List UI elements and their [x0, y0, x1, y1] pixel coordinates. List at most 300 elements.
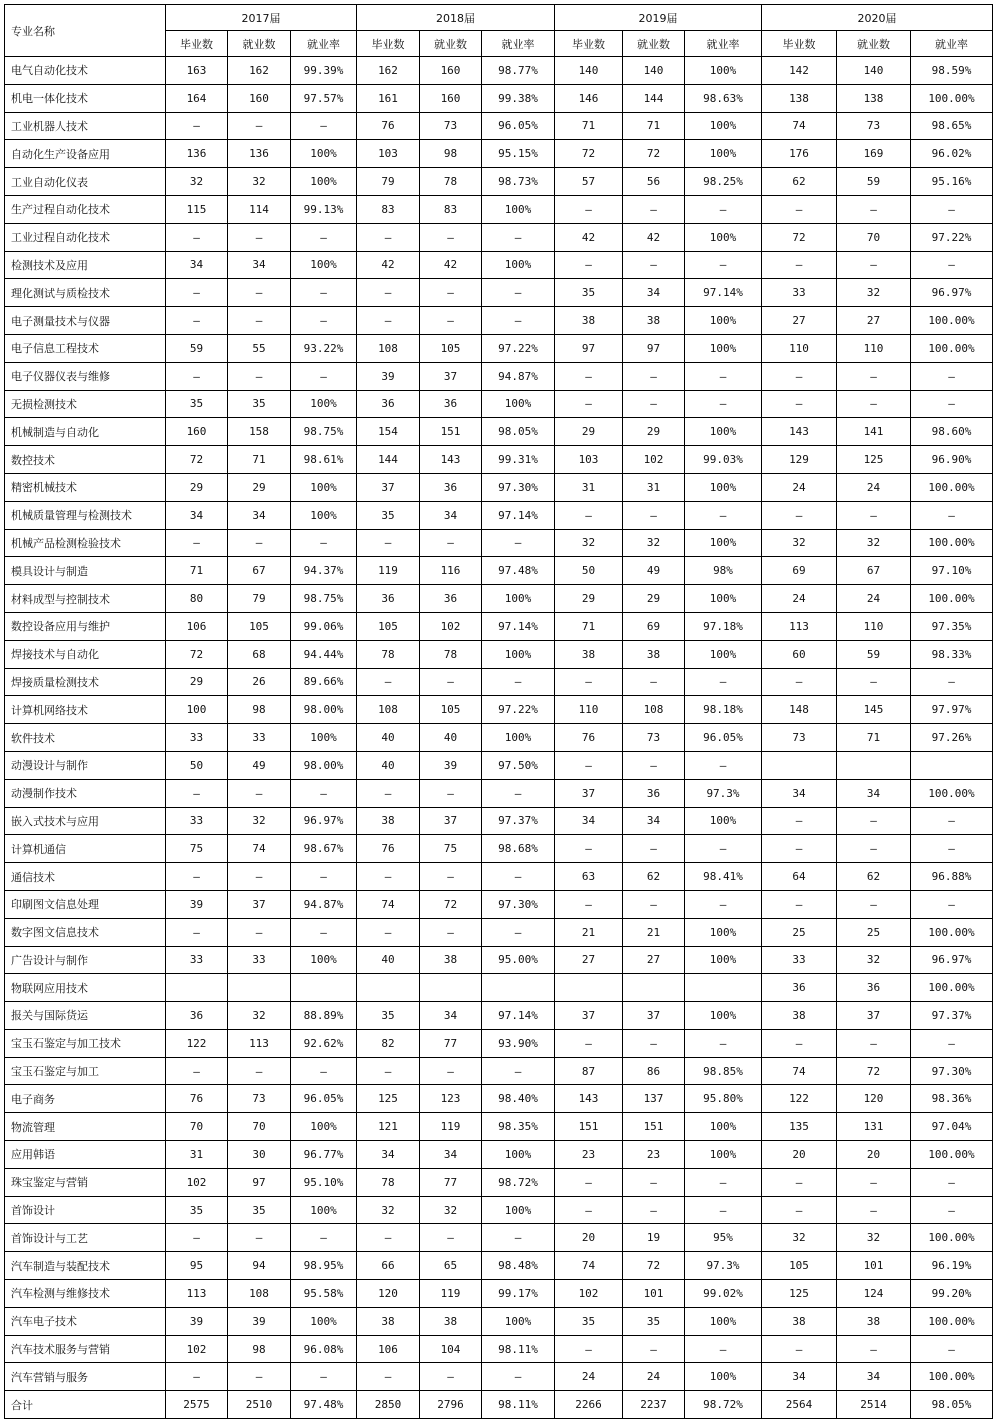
employment-rate-cell: 98.11%	[482, 1335, 555, 1363]
employed-cell: —	[228, 529, 291, 557]
employment-rate-cell: 100.00%	[911, 473, 993, 501]
employed-cell: 31	[623, 473, 685, 501]
employed-cell: 70	[228, 1113, 291, 1141]
graduates-cell: 125	[762, 1280, 837, 1308]
employment-rate-cell: 100%	[685, 112, 762, 140]
employment-rate-cell: 96.90%	[911, 446, 993, 474]
employed-cell: 138	[837, 84, 911, 112]
table-row	[5, 779, 993, 807]
employment-rate-cell: 100.00%	[911, 529, 993, 557]
graduates-cell: 40	[357, 724, 420, 752]
employment-rate-cell: 97.22%	[482, 696, 555, 724]
employment-rate-cell: —	[911, 1335, 993, 1363]
graduates-cell: 24	[762, 585, 837, 613]
employment-rate-cell: 96.97%	[911, 946, 993, 974]
employment-rate-cell: —	[911, 1029, 993, 1057]
table-row	[5, 974, 993, 1002]
employment-rate-cell: —	[291, 1363, 357, 1391]
graduates-cell: —	[357, 863, 420, 891]
employment-rate-cell: —	[911, 195, 993, 223]
employment-rate-cell: 100%	[685, 807, 762, 835]
table-row	[5, 307, 993, 335]
table-row	[5, 362, 993, 390]
employed-cell: 32	[837, 279, 911, 307]
employment-rate-cell: 100%	[685, 1113, 762, 1141]
major-name-cell: 嵌入式技术与应用	[5, 807, 166, 835]
employment-rate-cell: 100%	[291, 473, 357, 501]
employed-cell: 36	[420, 473, 482, 501]
employed-cell: 35	[228, 1196, 291, 1224]
graduates-cell: —	[762, 501, 837, 529]
major-name-cell: 宝玉石鉴定与加工	[5, 1057, 166, 1085]
major-name-cell: 数字图文信息技术	[5, 918, 166, 946]
graduates-cell: 42	[555, 223, 623, 251]
graduates-cell: 32	[555, 529, 623, 557]
employment-rate-cell: 96.19%	[911, 1252, 993, 1280]
employment-rate-cell: 95.16%	[911, 168, 993, 196]
graduates-cell: 78	[357, 1168, 420, 1196]
employment-rate-cell	[685, 974, 762, 1002]
employed-cell: 2510	[228, 1391, 291, 1419]
employed-cell: —	[837, 1335, 911, 1363]
graduates-cell: 38	[357, 807, 420, 835]
table-row	[5, 557, 993, 585]
graduates-cell: 71	[555, 612, 623, 640]
major-name-cell: 珠宝鉴定与营销	[5, 1168, 166, 1196]
employed-cell: —	[837, 195, 911, 223]
graduates-cell: 20	[762, 1141, 837, 1169]
employment-rate-cell: —	[911, 251, 993, 279]
employed-cell: 59	[837, 640, 911, 668]
employed-cell: 21	[623, 918, 685, 946]
employment-rate-cell: —	[291, 1057, 357, 1085]
employed-cell	[837, 751, 911, 779]
graduates-cell: —	[357, 668, 420, 696]
graduates-cell: —	[166, 918, 228, 946]
employed-cell: 119	[420, 1113, 482, 1141]
employment-rate-cell: 100.00%	[911, 334, 993, 362]
graduates-cell: —	[555, 195, 623, 223]
year-header-row	[5, 5, 993, 31]
employment-rate-cell: —	[291, 779, 357, 807]
employment-rate-cell: —	[685, 390, 762, 418]
employment-rate-cell: 100.00%	[911, 84, 993, 112]
employed-cell: —	[228, 779, 291, 807]
graduates-cell: 25	[762, 918, 837, 946]
employment-rate-cell: 98.18%	[685, 696, 762, 724]
employment-rate-cell: 98.73%	[482, 168, 555, 196]
employment-rate-cell: 94.44%	[291, 640, 357, 668]
employment-rate-cell: 99.20%	[911, 1280, 993, 1308]
graduates-header: 毕业数	[357, 31, 420, 57]
employment-rate-cell: 97.3%	[685, 1252, 762, 1280]
table-row	[5, 279, 993, 307]
employment-rate-cell: —	[482, 223, 555, 251]
employed-cell: 120	[837, 1085, 911, 1113]
employed-cell: 98	[420, 140, 482, 168]
table-row	[5, 446, 993, 474]
employed-cell: 158	[228, 418, 291, 446]
table-row	[5, 1085, 993, 1113]
major-name-cell: 焊接技术与自动化	[5, 640, 166, 668]
employment-rate-cell: 93.22%	[291, 334, 357, 362]
graduates-cell: —	[762, 807, 837, 835]
graduates-cell: —	[166, 1363, 228, 1391]
graduates-cell: —	[357, 1057, 420, 1085]
graduates-cell: 33	[762, 946, 837, 974]
employed-cell: —	[623, 1335, 685, 1363]
employment-rate-cell: 97.37%	[911, 1002, 993, 1030]
major-name-cell: 数控设备应用与维护	[5, 612, 166, 640]
major-name-cell: 通信技术	[5, 863, 166, 891]
graduates-cell: —	[555, 668, 623, 696]
graduates-cell: 122	[166, 1029, 228, 1057]
table-row	[5, 529, 993, 557]
employed-cell: —	[837, 807, 911, 835]
employment-rate-cell: 100%	[685, 1363, 762, 1391]
graduates-cell: 162	[357, 57, 420, 85]
graduates-cell: 32	[762, 1224, 837, 1252]
employed-cell: 73	[420, 112, 482, 140]
graduates-cell: 122	[762, 1085, 837, 1113]
employment-rate-cell: 98.40%	[482, 1085, 555, 1113]
graduates-cell: 76	[166, 1085, 228, 1113]
employment-rate-cell: —	[685, 195, 762, 223]
employment-rate-cell: 97.30%	[911, 1057, 993, 1085]
employment-rate-cell: —	[482, 863, 555, 891]
employed-cell: 68	[228, 640, 291, 668]
employed-cell: 38	[837, 1307, 911, 1335]
major-name-cell: 印刷图文信息处理	[5, 890, 166, 918]
employed-cell: 75	[420, 835, 482, 863]
employed-cell: 37	[420, 362, 482, 390]
employed-cell: 108	[228, 1280, 291, 1308]
employment-rate-cell: 99.39%	[291, 57, 357, 85]
graduates-cell: —	[166, 223, 228, 251]
employed-cell: 143	[420, 446, 482, 474]
employment-rate-cell: 97.14%	[685, 279, 762, 307]
major-name-cell: 机械制造与自动化	[5, 418, 166, 446]
employed-cell: 73	[228, 1085, 291, 1113]
employment-rate-cell: 98.25%	[685, 168, 762, 196]
graduates-cell: 33	[166, 724, 228, 752]
employed-cell: 26	[228, 668, 291, 696]
graduates-cell: —	[166, 1224, 228, 1252]
graduates-cell: —	[555, 251, 623, 279]
employed-cell: 124	[837, 1280, 911, 1308]
major-name-cell: 机械质量管理与检测技术	[5, 501, 166, 529]
employment-rate-cell: —	[482, 918, 555, 946]
employed-cell: 42	[623, 223, 685, 251]
employed-cell: 62	[837, 863, 911, 891]
graduates-cell: —	[555, 1029, 623, 1057]
employed-cell: 35	[623, 1307, 685, 1335]
major-name-cell: 生产过程自动化技术	[5, 195, 166, 223]
employment-rate-cell: 99.06%	[291, 612, 357, 640]
graduates-cell: —	[762, 390, 837, 418]
employed-cell: —	[837, 668, 911, 696]
employed-cell: —	[623, 501, 685, 529]
graduates-cell: 82	[357, 1029, 420, 1057]
employment-rate-cell: —	[482, 529, 555, 557]
employed-cell: 78	[420, 168, 482, 196]
graduates-cell: 176	[762, 140, 837, 168]
graduates-cell: 32	[166, 168, 228, 196]
major-name-cell: 模具设计与制造	[5, 557, 166, 585]
major-name-cell: 数控技术	[5, 446, 166, 474]
employment-rate-cell: —	[482, 1224, 555, 1252]
employment-rate-cell: 100%	[291, 251, 357, 279]
employed-cell: 29	[623, 418, 685, 446]
employed-cell: 102	[420, 612, 482, 640]
graduates-cell: 135	[762, 1113, 837, 1141]
employed-cell: 108	[623, 696, 685, 724]
employed-cell	[420, 974, 482, 1002]
employment-rate-cell: 96.08%	[291, 1335, 357, 1363]
major-name-header: 专业名称	[5, 5, 166, 57]
major-name-cell: 焊接质量检测技术	[5, 668, 166, 696]
employed-cell: 101	[837, 1252, 911, 1280]
employment-rate-cell: 97.14%	[482, 612, 555, 640]
graduates-cell: 138	[762, 84, 837, 112]
employed-cell: 140	[623, 57, 685, 85]
employment-rate-cell: 97.22%	[911, 223, 993, 251]
employment-rate-cell: 99.13%	[291, 195, 357, 223]
graduates-cell: 121	[357, 1113, 420, 1141]
table-row	[5, 1335, 993, 1363]
employed-cell: —	[228, 223, 291, 251]
graduates-cell: —	[555, 501, 623, 529]
employment-rate-cell: 98.33%	[911, 640, 993, 668]
employed-cell: 37	[837, 1002, 911, 1030]
major-name-cell: 汽车制造与装配技术	[5, 1252, 166, 1280]
table-row	[5, 1002, 993, 1030]
employed-cell: 77	[420, 1029, 482, 1057]
graduates-cell: —	[555, 1168, 623, 1196]
employed-cell: 160	[228, 84, 291, 112]
graduates-cell: —	[762, 1168, 837, 1196]
employed-cell: 38	[420, 946, 482, 974]
employed-cell: 34	[623, 279, 685, 307]
employed-cell: 74	[228, 835, 291, 863]
employment-rate-cell: —	[685, 668, 762, 696]
employment-rate-cell: 96.05%	[685, 724, 762, 752]
employment-rate-cell: 100%	[482, 1141, 555, 1169]
employment-rate-cell: —	[482, 668, 555, 696]
major-name-cell: 汽车电子技术	[5, 1307, 166, 1335]
graduates-cell: 69	[762, 557, 837, 585]
employed-header: 就业数	[623, 31, 685, 57]
graduates-cell: 36	[762, 974, 837, 1002]
graduates-cell: —	[762, 251, 837, 279]
employed-cell: 40	[420, 724, 482, 752]
employment-rate-cell: 100%	[685, 640, 762, 668]
graduates-cell: 34	[166, 251, 228, 279]
table-header	[5, 5, 993, 57]
graduates-cell: 103	[357, 140, 420, 168]
employed-cell: 33	[228, 946, 291, 974]
employment-rate-cell: 96.77%	[291, 1141, 357, 1169]
graduates-cell: 113	[762, 612, 837, 640]
employed-cell: 105	[420, 334, 482, 362]
employment-rate-cell: 97.30%	[482, 890, 555, 918]
employed-cell: 113	[228, 1029, 291, 1057]
table-row	[5, 640, 993, 668]
graduates-cell	[762, 751, 837, 779]
employment-rate-cell: 100.00%	[911, 1307, 993, 1335]
employed-cell: 73	[623, 724, 685, 752]
graduates-cell: 100	[166, 696, 228, 724]
graduates-cell: 34	[166, 501, 228, 529]
employed-cell: 24	[837, 473, 911, 501]
employment-rate-cell: 96.97%	[911, 279, 993, 307]
employment-rate-cell: —	[911, 668, 993, 696]
employment-rate-cell: 100%	[482, 640, 555, 668]
employed-cell: 67	[837, 557, 911, 585]
employment-rate-cell: 98.75%	[291, 585, 357, 613]
employment-rate-cell: —	[911, 835, 993, 863]
graduates-cell: 38	[357, 1307, 420, 1335]
employment-rate-cell: —	[911, 1168, 993, 1196]
major-name-cell: 汽车检测与维修技术	[5, 1280, 166, 1308]
table-row	[5, 751, 993, 779]
employed-cell: 131	[837, 1113, 911, 1141]
graduates-cell: —	[357, 529, 420, 557]
employment-rate-cell: 98.72%	[685, 1391, 762, 1419]
employed-cell: 29	[228, 473, 291, 501]
employed-cell: 72	[837, 1057, 911, 1085]
employment-rate-cell: 100%	[482, 1307, 555, 1335]
graduates-cell: 35	[166, 1196, 228, 1224]
employed-cell: 151	[420, 418, 482, 446]
employed-cell: 32	[228, 168, 291, 196]
employed-cell: —	[837, 390, 911, 418]
employed-cell: 23	[623, 1141, 685, 1169]
employed-cell: —	[837, 1196, 911, 1224]
graduates-cell: —	[762, 1029, 837, 1057]
major-name-cell: 工业自动化仪表	[5, 168, 166, 196]
employed-cell: 24	[623, 1363, 685, 1391]
table-row	[5, 918, 993, 946]
employed-cell: 72	[623, 140, 685, 168]
employed-cell: 34	[837, 1363, 911, 1391]
employed-cell: 71	[228, 446, 291, 474]
employment-rate-cell	[291, 974, 357, 1002]
graduates-cell: 42	[357, 251, 420, 279]
employed-cell: 32	[228, 1002, 291, 1030]
employed-cell: 125	[837, 446, 911, 474]
employed-cell: 27	[837, 307, 911, 335]
employed-cell: 137	[623, 1085, 685, 1113]
employed-cell: —	[837, 835, 911, 863]
employment-rate-cell: 97.18%	[685, 612, 762, 640]
graduates-cell: —	[166, 362, 228, 390]
graduates-cell: 74	[762, 112, 837, 140]
table-row	[5, 1363, 993, 1391]
table-row	[5, 1196, 993, 1224]
employed-cell: 32	[228, 807, 291, 835]
employed-cell: —	[623, 251, 685, 279]
employment-rate-cell: —	[291, 223, 357, 251]
employed-cell: 34	[837, 779, 911, 807]
employed-cell: 69	[623, 612, 685, 640]
employment-rate-cell: 89.66%	[291, 668, 357, 696]
graduates-cell: 106	[357, 1335, 420, 1363]
employment-rate-cell	[911, 751, 993, 779]
graduates-cell: —	[166, 529, 228, 557]
employment-rate-cell: 100%	[291, 1307, 357, 1335]
graduates-cell: 20	[555, 1224, 623, 1252]
employed-cell: 110	[837, 612, 911, 640]
employment-rate-cell: 98.00%	[291, 696, 357, 724]
graduates-cell: 110	[762, 334, 837, 362]
major-name-cell: 首饰设计	[5, 1196, 166, 1224]
employment-rate-cell: —	[482, 307, 555, 335]
graduates-cell: 143	[762, 418, 837, 446]
year-header-2018: 2018届	[357, 5, 555, 31]
employed-cell: 30	[228, 1141, 291, 1169]
employed-cell: 98	[228, 1335, 291, 1363]
graduates-cell: 39	[166, 1307, 228, 1335]
graduates-cell: 34	[762, 1363, 837, 1391]
employment-rate-cell: 98.75%	[291, 418, 357, 446]
graduates-cell	[555, 974, 623, 1002]
graduates-cell: 142	[762, 57, 837, 85]
total-row	[5, 1391, 993, 1419]
employed-cell: 105	[228, 612, 291, 640]
graduates-cell: 50	[166, 751, 228, 779]
major-name-cell: 自动化生产设备应用	[5, 140, 166, 168]
employed-cell: —	[837, 1168, 911, 1196]
graduates-cell: 102	[555, 1280, 623, 1308]
employment-rate-cell: 95.00%	[482, 946, 555, 974]
graduates-cell: 39	[166, 890, 228, 918]
graduates-cell: 2850	[357, 1391, 420, 1419]
employment-rate-cell: 98.11%	[482, 1391, 555, 1419]
employed-cell: 34	[420, 1002, 482, 1030]
major-name-cell: 工业过程自动化技术	[5, 223, 166, 251]
employment-rate-cell: 100%	[685, 418, 762, 446]
employed-cell: 141	[837, 418, 911, 446]
employed-cell: 34	[228, 501, 291, 529]
graduates-cell	[166, 974, 228, 1002]
major-name-cell: 宝玉石鉴定与加工技术	[5, 1029, 166, 1057]
employment-rate-cell: 98.85%	[685, 1057, 762, 1085]
graduates-cell: 76	[555, 724, 623, 752]
graduates-cell: —	[762, 362, 837, 390]
graduates-cell: 31	[555, 473, 623, 501]
employed-cell: —	[420, 279, 482, 307]
table-row	[5, 890, 993, 918]
graduates-cell: 148	[762, 696, 837, 724]
employed-cell: 78	[420, 640, 482, 668]
employment-rate-cell: 98.05%	[911, 1391, 993, 1419]
employed-cell: 33	[228, 724, 291, 752]
table-row	[5, 668, 993, 696]
employment-rate-cell: —	[291, 112, 357, 140]
year-header-2019: 2019届	[555, 5, 762, 31]
employment-rate-cell: 100%	[291, 724, 357, 752]
graduates-cell: 74	[357, 890, 420, 918]
employed-cell: 102	[623, 446, 685, 474]
employment-rate-cell: 94.87%	[482, 362, 555, 390]
table-row	[5, 57, 993, 85]
employment-rate-cell: 99.31%	[482, 446, 555, 474]
employed-cell: —	[623, 1196, 685, 1224]
employment-rate-cell: 98.48%	[482, 1252, 555, 1280]
graduates-cell: 29	[166, 668, 228, 696]
table-row	[5, 585, 993, 613]
